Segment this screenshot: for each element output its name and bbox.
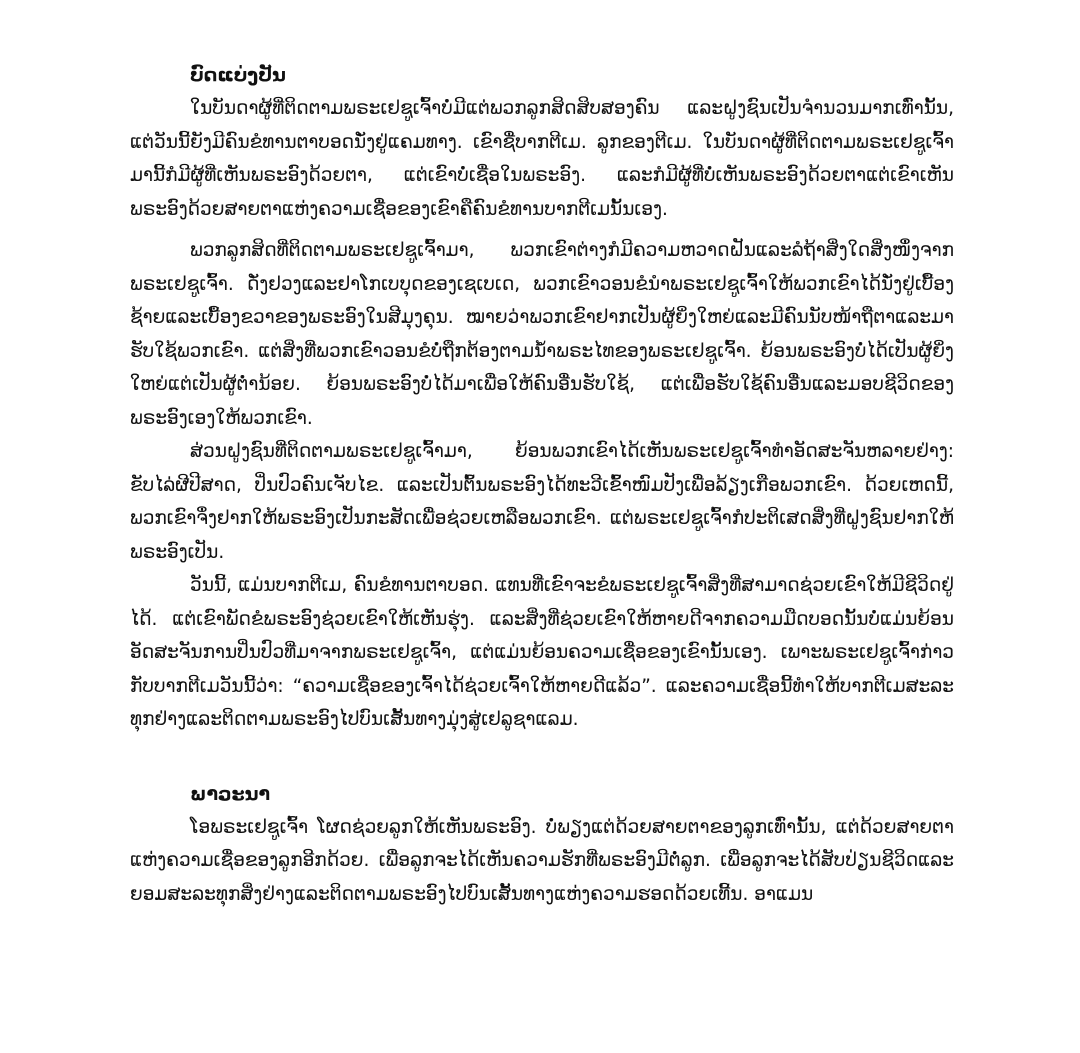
reflection-paragraph-3: ສ່ວນຝູງຊົນທີ່ຕິດຕາມພຣະເຢຊູເຈົ້າມາ, ຍ້ອນພວກເຂົາໄດ້ເຫັນພຣະເຢຊູເຈົ້າທຳອັດສະຈັນຫລາຍຢ່າງ: ຂັບໄລ່ຜີປີສາດ, ປິ່ນປົວຄົນເຈັບໄຂ. ແລະເປັນຕົ້ນພຣະອົງໄດ້ທະວີເຂົ້າໜົມປັງເພື່ອລ້ຽງເກືອພວກເຂົາ. ດ້ວຍເຫດນີ້, ພວກເຂົາຈຶ່ງຢາກໃຫ້ພຣະອົງເປັນກະສັດເພື່ອຊ່ວຍເຫລືອພວກເຂົາ. ແຕ່ພຣະເຢຊູເຈົ້າກໍປະຕິເສດສິ່ງທີ່ຝູງຊົນຢາກໃຫ້ພຣະອົງເປັນ.	[130, 441, 954, 563]
reflection-heading: ບົດແບ່ງປັນ	[190, 64, 286, 86]
document-page	[130, 58, 954, 911]
reflection-paragraph-2: ພວກລູກສິດທີ່ຕິດຕາມພຣະເຢຊູເຈົ້າມາ, ພວກເຂົາຕ່າງກໍມີຄວາມຫວາດຝັນແລະລໍຖ້າສິ່ງໃດສິ່ງໜຶ່ງຈາກພຣະເຢຊູເຈົ້າ. ດັ່ງຢວງແລະຢາໂກເບບຸດຂອງເຊເບເດ, ພວກເຂົາວອນຂໍນຳພຣະເຢຊູເຈົ້າໃຫ້ພວກເຂົາໄດ້ນັ່ງຢູ່ເບື້ອງຊ້າຍແລະເບື້ອງຂວາຂອງພຣະອົງໃນສີມຸງຄຸນ. ໝາຍວ່າພວກເຂົາຢາກເປັນຜູ້ຍິ່ງໃຫຍ່ແລະມີຄົນນັບໜ້າຖືຕາແລະມາຮັບໃຊ້ພວກເຂົາ. ແຕ່ສິ່ງທີ່ພວກເຂົາວອນຂໍບໍ່ຖືກຕ້ອງຕາມນ້ຳພຣະໄທຂອງພຣະເຢຊູເຈົ້າ. ຍ້ອນພຣະອົງບໍ່ໄດ້ເປັນຜູ້ຍິ່ງໃຫຍ່ແຕ່ເປັນຜູ້ຕ່ຳນ້ອຍ. ຍ້ອນພຣະອົງບໍ່ໄດ້ມາເພື່ອໃຫ້ຄົນອື່ນຮັບໃຊ້, ແຕ່ເພື່ອຮັບໃຊ້ຄົນອື່ນແລະມອບຊີວິດຂອງພຣະອົງເອງໃຫ້ພວກເຂົາ.	[130, 240, 954, 429]
prayer-heading: ພາວະນາ	[190, 782, 271, 805]
reflection-paragraph-1: ໃນບັນດາຜູ້ທີ່ຕິດຕາມພຣະເຢຊູເຈົ້າບໍ່ມີແຕ່ພວກລູກສິດສິບສອງຄົນ ແລະຝູງຊົນເປັນຈຳນວນມາກເທົ່ານັ້ນ, ແຕ່ວັນນີ້ຍັງມີຄົນຂໍທານຕາບອດນັ່ງຢູ່ແຄມທາງ. ເຂົາຊື່ບາກຕີເມ. ລູກຂອງຕີເມ. ໃນບັນດາຜູ້ທີ່ຕິດຕາມພຣະເຢຊູເຈົ້າມານີ້ກໍມີຜູ້ທີ່ເຫັນພຣະອົງດ້ວຍຕາ, ແຕ່ເຂົາບໍ່ເຊື່ອໃນພຣະອົງ. ແລະກໍມີຜູ້ທີ່ບໍ່ເຫັນພຣະອົງດ້ວຍຕາແຕ່ເຂົາເຫັນພຣະອົງດ້ວຍສາຍຕາແຫ່ງຄວາມເຊື່ອຂອງເຂົາຄືຄົນຂໍທານບາກຕີເມນັ້ນເອງ.	[130, 98, 954, 220]
prayer-paragraph: ໂອພຣະເຢຊູເຈົ້າ ໂຜດຊ່ວຍລູກໃຫ້ເຫັນພຣະອົງ. ບໍ່ພຽງແຕ່ດ້ວຍສາຍຕາຂອງລູກເທົ່ານັ້ນ, ແຕ່ດ້ວຍສາຍຕາແຫ່ງຄວາມເຊື່ອຂອງລູກອີກດ້ວຍ. ເພື່ອລູກຈະໄດ້ເຫັນຄວາມຮັກທີ່ພຣະອົງມີຕໍ່ລູກ. ເພື່ອລູກຈະໄດ້ສັບປ່ຽນຊີວິດແລະຍອມສະລະທຸກສິ່ງຢ່າງແລະຕິດຕາມພຣະອົງໄປບົນເສັ້ນທາງແຫ່ງຄວາມຮອດດ້ວຍເທີ້ນ. ອາແມນ	[130, 816, 954, 905]
reflection-section	[130, 58, 954, 737]
reflection-paragraph-4: ວັນນີ້, ແມ່ນບາກຕີເມ, ຄົນຂໍທານຕາບອດ. ແທນທີ່ເຂົາຈະຂໍພຣະເຢຊູເຈົ້າສິ່ງທີ່ສາມາດຊ່ວຍເຂົາໃຫ້ມີຊີວິດຢູ່ໄດ້. ແຕ່ເຂົາພັດຂໍພຣະອົງຊ່ວຍເຂົາໃຫ້ເຫັນຮຸ່ງ. ແລະສິ່ງທີ່ຊ່ວຍເຂົາໃຫ້ຫາຍດີຈາກຄວາມມືດບອດນັ້ນບໍ່ແມ່ນຍ້ອນອັດສະຈັນການປິ່ນປົວທີ່ມາຈາກພຣະເຢຊູເຈົ້າ, ແຕ່ແມ່ນຍ້ອນຄວາມເຊື່ອຂອງເຂົານັ້ນເອງ. ເພາະພຣະເຢຊູເຈົ້າກ່າວກັບບາກຕີເມວັນນີ້ວ່າ: “ຄວາມເຊື່ອຂອງເຈົ້າໄດ້ຊ່ວຍເຈົ້າໃຫ້ຫາຍດີແລ້ວ”. ແລະຄວາມເຊື່ອນີ້ທຳໃຫ້ບາກຕີເມສະລະທຸກຢ່າງແລະຕິດຕາມພຣະອົງໄປບົນເສັ້ນທາງມຸ່ງສູ່ເຢລູຊາແລມ.	[130, 575, 954, 730]
prayer-section	[130, 777, 954, 912]
